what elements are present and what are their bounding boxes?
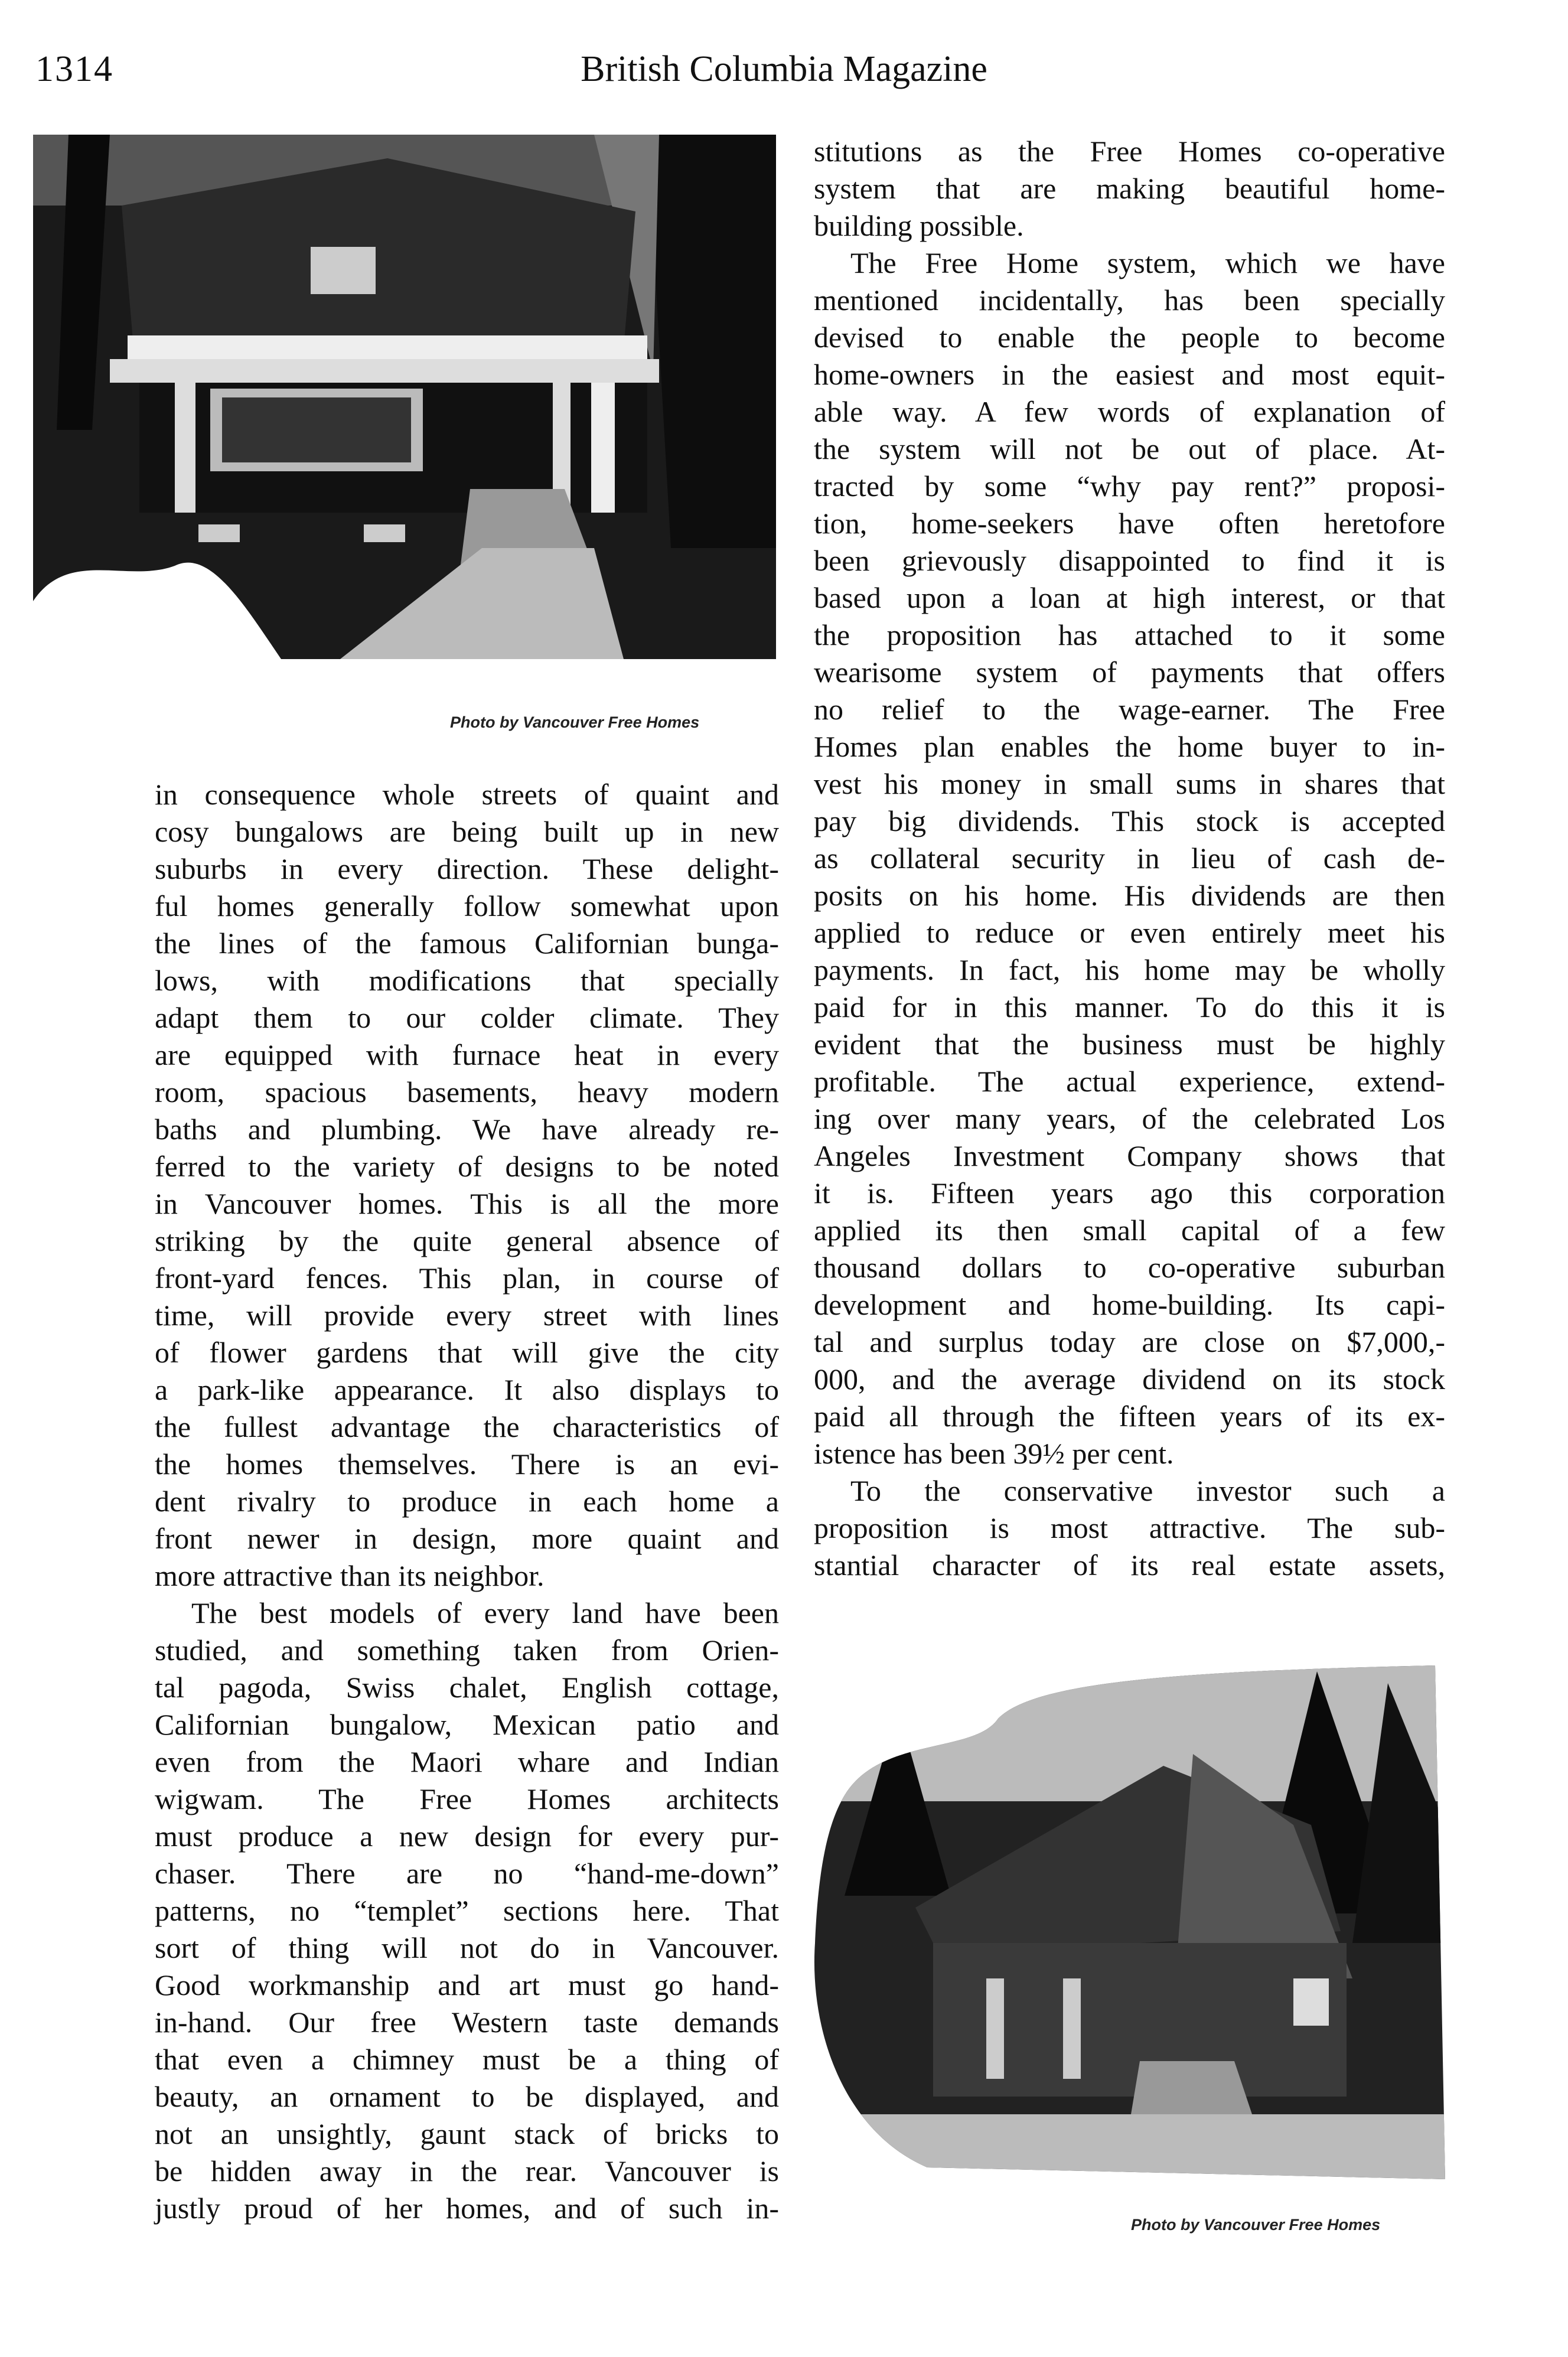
paragraph (814, 244, 1445, 1472)
text-line: justly proud of her homes, and of such in- (155, 2192, 779, 2225)
text-line: the proposition has attached to it some (814, 618, 1445, 651)
photo-1-caption: Photo by Vancouver Free Homes (450, 713, 700, 731)
text-line: applied its then small capital of a few (814, 1214, 1445, 1247)
text-line: beauty, an ornament to be displayed, and (155, 2080, 779, 2113)
text-line: sort of thing will not do in Vancouver. (155, 1931, 779, 1964)
text-line: not an unsightly, gaunt stack of bricks to (155, 2117, 779, 2150)
house-photo-1 (33, 135, 776, 659)
text-line: vest his money in small sums in shares that (814, 767, 1445, 800)
text-line: able way. A few words of explanation of (814, 395, 1445, 428)
text-line: are equipped with furnace heat in every (155, 1038, 779, 1071)
paragraph (814, 133, 1445, 244)
running-title: British Columbia Magazine (581, 49, 987, 89)
text-line: To the conservative investor such a (850, 1474, 1445, 1507)
text-line: applied to reduce or even entirely meet his (814, 916, 1445, 949)
text-line: stitutions as the Free Homes co-operative (814, 135, 1445, 168)
photo-2-caption: Photo by Vancouver Free Homes (1131, 2216, 1381, 2234)
text-line: ferred to the variety of designs to be noted (155, 1150, 779, 1183)
text-line: dent rivalry to produce in each home a (155, 1485, 779, 1518)
text-line: Homes plan enables the home buyer to in- (814, 730, 1445, 763)
text-line: Angeles Investment Company shows that (814, 1139, 1445, 1172)
text-line: in-hand. Our free Western taste demands (155, 2006, 779, 2039)
text-line: that even a chimney must be a thing of (155, 2043, 779, 2076)
text-line: lows, with modifications that specially (155, 964, 779, 997)
paragraph (155, 1595, 779, 2227)
text-line: cosy bungalows are being built up in new (155, 815, 779, 848)
text-line: based upon a loan at high interest, or that (814, 581, 1445, 614)
text-line: been grievously disappointed to find it is (814, 544, 1445, 577)
text-line: be hidden away in the rear. Vancouver is (155, 2154, 779, 2188)
text-line: a park-like appearance. It also displays to (155, 1373, 779, 1406)
text-line: chaser. There are no “hand-me-down” (155, 1857, 779, 1890)
text-line: development and home-building. Its capi- (814, 1288, 1445, 1321)
text-line: front-yard fences. This plan, in course of (155, 1261, 779, 1295)
text-line: thousand dollars to co-operative suburban (814, 1251, 1445, 1284)
text-line: ing over many years, of the celebrated Los (814, 1102, 1445, 1135)
text-line: more attractive than its neighbor. (155, 1559, 545, 1592)
text-line: ful homes generally follow somewhat upon (155, 889, 779, 922)
text-line: 000, and the average dividend on its stock (814, 1362, 1445, 1396)
text-line: istence has been 39½ per cent. (814, 1437, 1174, 1470)
text-line: the lines of the famous Californian bunga- (155, 927, 779, 960)
text-line: studied, and something taken from Orien- (155, 1634, 779, 1667)
text-line: tracted by some “why pay rent?” proposi- (814, 470, 1445, 503)
text-line: baths and plumbing. We have already re- (155, 1113, 779, 1146)
text-line: system that are making beautiful home- (814, 172, 1445, 205)
text-line: the system will not be out of place. At- (814, 432, 1445, 465)
text-line: payments. In fact, his home may be wholly (814, 953, 1445, 986)
text-line: in Vancouver homes. This is all the more (155, 1187, 779, 1220)
text-line: building possible. (814, 209, 1024, 242)
text-line: no relief to the wage-earner. The Free (814, 693, 1445, 726)
text-line: evident that the business must be highly (814, 1028, 1445, 1061)
text-line: room, spacious basements, heavy modern (155, 1075, 779, 1109)
text-line: wearisome system of payments that offers (814, 656, 1445, 689)
text-line: suburbs in every direction. These delight- (155, 852, 779, 885)
text-line: wigwam. The Free Homes architects (155, 1782, 779, 1815)
text-line: proposition is most attractive. The sub- (814, 1511, 1445, 1544)
text-line: home-owners in the easiest and most equit- (814, 358, 1445, 391)
text-line: The best models of every land have been (191, 1596, 779, 1629)
text-line: adapt them to our colder climate. They (155, 1001, 779, 1034)
text-line: profitable. The actual experience, extend- (814, 1065, 1445, 1098)
text-line: as collateral security in lieu of cash de- (814, 842, 1445, 875)
text-line: the homes themselves. There is an evi- (155, 1448, 779, 1481)
text-line: patterns, no “templet” sections here. That (155, 1894, 779, 1927)
text-line: paid for in this manner. To do this it is (814, 990, 1445, 1023)
text-line: paid all through the fifteen years of its ex- (814, 1400, 1445, 1433)
paragraph (155, 776, 779, 1595)
text-line: pay big dividends. This stock is accepted (814, 804, 1445, 837)
text-line: Good workmanship and art must go hand- (155, 1968, 779, 2001)
text-line: tal pagoda, Swiss chalet, English cottage, (155, 1671, 779, 1704)
text-line: mentioned incidentally, has been specially (814, 283, 1445, 317)
text-line: the fullest advantage the characteristics of (155, 1410, 779, 1443)
text-line: in consequence whole streets of quaint and (155, 778, 779, 811)
text-line: posits on his home. His dividends are then (814, 879, 1445, 912)
text-line: front newer in design, more quaint and (155, 1522, 779, 1555)
text-line: even from the Maori whare and Indian (155, 1745, 779, 1778)
house-photo-2 (809, 1648, 1445, 2179)
text-line: striking by the quite general absence of (155, 1224, 779, 1257)
text-line: must produce a new design for every pur- (155, 1820, 779, 1853)
right-column-text (814, 133, 1445, 1584)
left-column-text (155, 776, 779, 2227)
text-line: it is. Fifteen years ago this corporation (814, 1176, 1445, 1210)
text-line: devised to enable the people to become (814, 321, 1445, 354)
text-line: tion, home-seekers have often heretofore (814, 507, 1445, 540)
text-line: stantial character of its real estate assets, (814, 1548, 1445, 1582)
page-number: 1314 (35, 49, 113, 89)
text-line: time, will provide every street with lines (155, 1299, 779, 1332)
text-line: Californian bungalow, Mexican patio and (155, 1708, 779, 1741)
text-line: of flower gardens that will give the city (155, 1336, 779, 1369)
text-line: The Free Home system, which we have (850, 246, 1445, 279)
paragraph (814, 1472, 1445, 1584)
text-line: tal and surplus today are close on $7,000,- (814, 1325, 1445, 1358)
